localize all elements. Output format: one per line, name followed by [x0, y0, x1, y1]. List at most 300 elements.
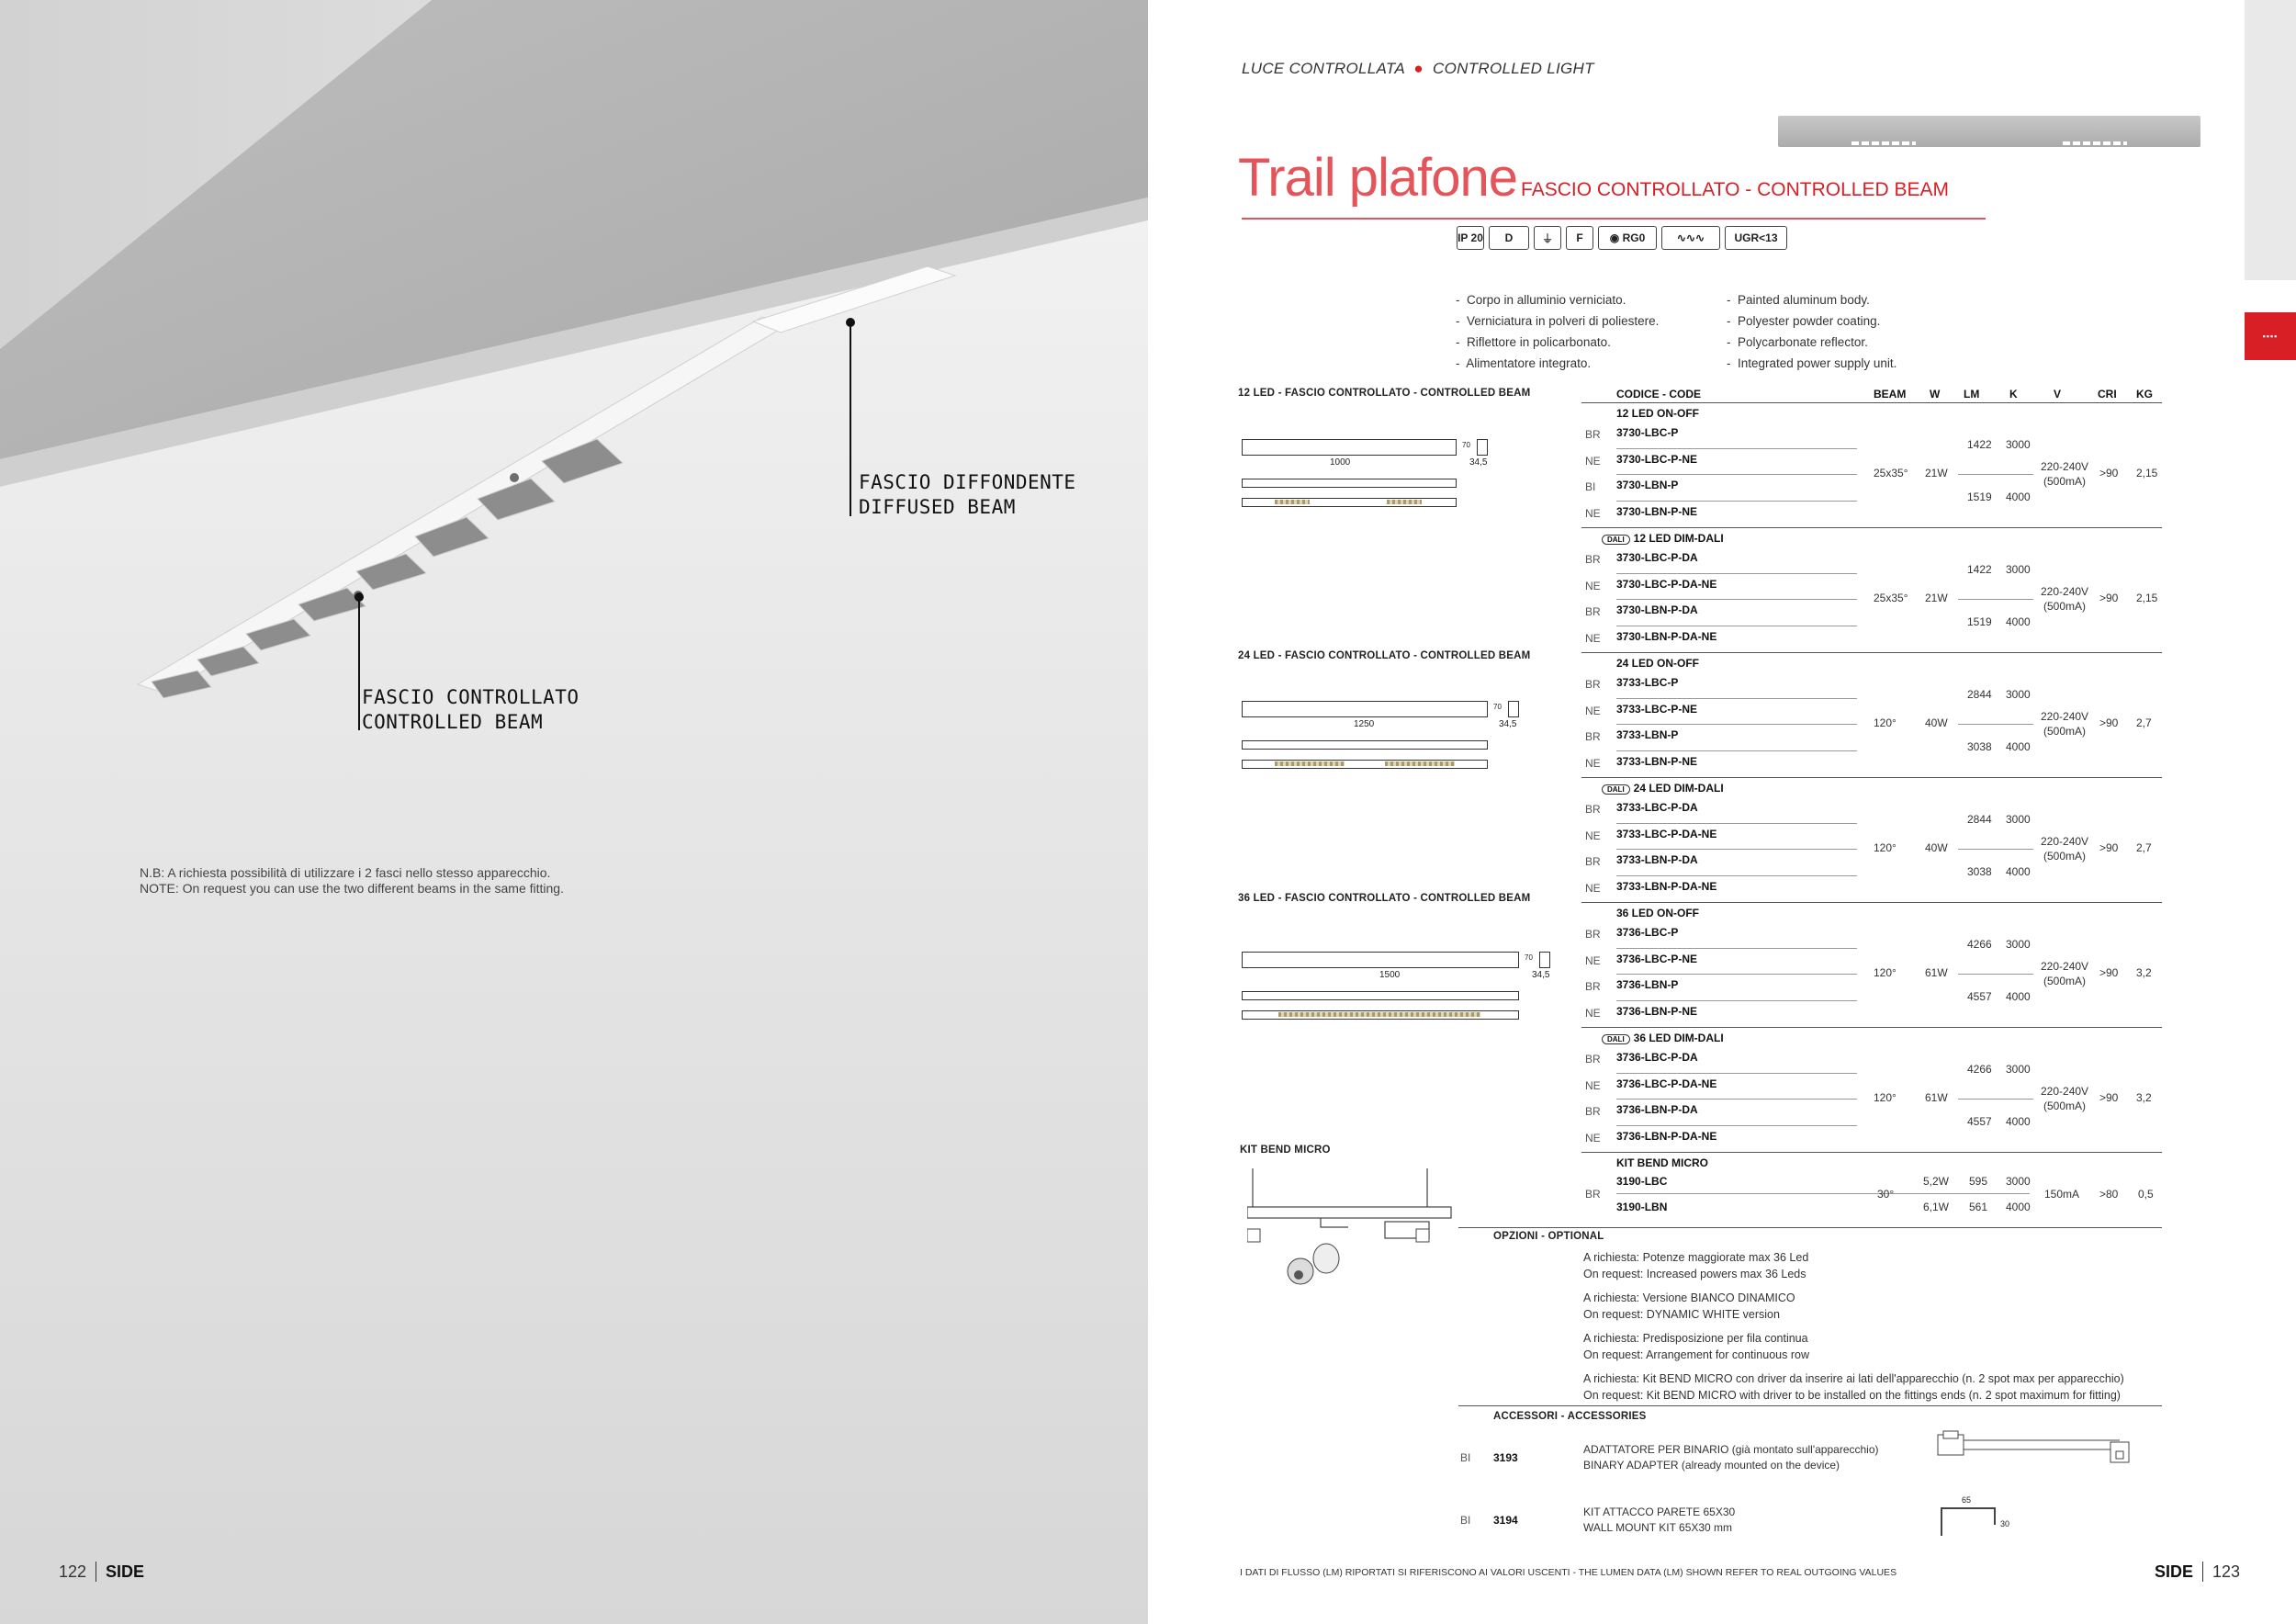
dim-width: 34,5 [1532, 970, 1550, 980]
row-rule [1616, 599, 1857, 600]
kit-code: 3190-LBN [1616, 1201, 1668, 1213]
accessory-desc-it: ADATTATORE PER BINARIO (già montato sull'apparecchio) [1583, 1443, 1879, 1456]
row-finish: NE [1585, 829, 1601, 842]
row-finish: NE [1585, 1131, 1601, 1145]
kit-current: 150mA [2044, 1188, 2080, 1201]
th-w: W [1930, 388, 1941, 400]
dim-height: 70 [1462, 441, 1470, 449]
accessory-code: 3193 [1493, 1451, 1518, 1464]
row-finish: NE [1585, 579, 1601, 592]
dali-icon: DALI [1602, 784, 1630, 795]
row-code: 3736-LBN-P-NE [1616, 1004, 1698, 1018]
row-code: 3730-LBN-P [1616, 479, 1679, 491]
cell-watt: 40W [1925, 716, 1948, 729]
dim-width: 34,5 [1499, 719, 1517, 729]
group-title-text: 12 LED DIM-DALI [1633, 532, 1724, 545]
optional-en: On request: DYNAMIC WHITE version [1583, 1308, 1780, 1321]
cell-kg: 3,2 [2136, 1091, 2152, 1104]
kit-rule [1616, 1193, 2030, 1194]
ip20-icon: IP 20 [1457, 226, 1484, 250]
callout-diffused-it: FASCIO DIFFONDENTE [859, 471, 1076, 493]
cell-lm: 4266 [1967, 1063, 1992, 1077]
row-finish: NE [1585, 1006, 1601, 1020]
group-title-text: 36 LED ON-OFF [1616, 907, 1700, 919]
table-header [1581, 384, 2160, 402]
features-italian [1456, 289, 1659, 374]
row-code: 3733-LBN-P [1616, 728, 1679, 741]
th-beam: BEAM [1874, 388, 1907, 400]
title-underline [1242, 218, 1986, 220]
cell-lm: 4266 [1967, 938, 1992, 952]
group-title [1616, 407, 1699, 420]
callout-line-diffused [850, 321, 851, 516]
row-code: 3733-LBC-P-DA [1616, 801, 1698, 814]
cell-kg: 2,15 [2136, 592, 2158, 604]
callout-controlled-en: CONTROLLED BEAM [362, 711, 544, 733]
lm-k-rule [1958, 474, 2033, 475]
row-code: 3730-LBC-P [1616, 426, 1679, 439]
table-group [1581, 778, 2160, 903]
group-title-text: 24 LED DIM-DALI [1633, 782, 1724, 795]
cell-watt: 40W [1925, 841, 1948, 854]
lm-k-rule [1958, 974, 2033, 975]
th-kg: KG [2136, 388, 2153, 400]
voltage-line: 220-240V [2041, 460, 2089, 473]
dim-length: 1500 [1379, 970, 1401, 980]
section-kicker [1242, 60, 1594, 78]
row-rule [1616, 948, 1857, 949]
cell-kg: 2,7 [2136, 716, 2152, 729]
row-code: 3736-LBN-P-DA [1616, 1103, 1698, 1116]
callout-diffused-en: DIFFUSED BEAM [859, 496, 1016, 518]
optional-item [1583, 1370, 2124, 1404]
th-v: V [2054, 388, 2062, 400]
row-rule [1616, 823, 1857, 824]
cell-beam: 25x35° [1874, 592, 1908, 604]
table-group-kit [1581, 1153, 2160, 1224]
row-rule [1616, 1073, 1857, 1074]
callout-dot-diffused [846, 318, 855, 327]
row-code: 3736-LBC-P [1616, 926, 1679, 939]
cell-kelvin: 4000 [2006, 740, 2031, 754]
row-finish: NE [1585, 1078, 1601, 1092]
accessory-desc-en: BINARY ADAPTER (already mounted on the device) [1583, 1459, 1840, 1472]
cell-lm: 1519 [1967, 491, 1992, 504]
row-finish: NE [1585, 454, 1601, 468]
page-title: Trail plafone [1238, 148, 1518, 208]
cell-cri: >90 [2099, 467, 2119, 479]
drawing-top [1242, 740, 1488, 750]
page-number-right: 123 [2212, 1562, 2241, 1581]
binary-adapter-drawing [1936, 1429, 2138, 1470]
cell-lm: 3038 [1967, 865, 1992, 879]
cell-beam: 120° [1874, 841, 1896, 854]
voltage-line: (500mA) [2043, 475, 2087, 488]
cell-watt: 21W [1925, 592, 1948, 604]
cell-kelvin: 4000 [2006, 865, 2031, 879]
row-finish: BR [1585, 605, 1601, 618]
kicker-dot: ● [1409, 60, 1429, 77]
row-code: 3736-LBC-P-NE [1616, 952, 1698, 965]
optional-rule [1458, 1227, 2162, 1228]
row-rule [1616, 573, 1857, 574]
accessory-desc [1583, 1442, 1879, 1473]
group-title [1616, 657, 1699, 670]
accessory-row [1458, 1442, 2175, 1488]
right-footer [2155, 1562, 2240, 1582]
kit-finish: BR [1585, 1188, 1601, 1201]
callout-line-controlled [358, 597, 360, 730]
cell-lm: 4557 [1967, 1115, 1992, 1129]
accessories-title: ACCESSORI - ACCESSORIES [1493, 1411, 1647, 1422]
cell-kelvin: 3000 [2006, 688, 2031, 702]
led-strip [1387, 500, 1422, 504]
cell-lm: 3038 [1967, 740, 1992, 754]
wall-kit-dim-height: 30 [2000, 1519, 2010, 1528]
ugr-icon: UGR<13 [1725, 226, 1787, 250]
drawing-section [1477, 439, 1488, 456]
cell-lm: 2844 [1967, 813, 1992, 827]
beam-note [140, 865, 564, 897]
cell-cri: >90 [2099, 841, 2119, 854]
group-title-text: 24 LED ON-OFF [1616, 657, 1700, 670]
cell-cri: >90 [2099, 1091, 2119, 1104]
lm-k-rule [1958, 599, 2033, 600]
voltage-line: 220-240V [2041, 1085, 2089, 1098]
title-block [1238, 147, 1949, 209]
group-title [1607, 782, 1724, 795]
accessory-finish: BI [1460, 1514, 1471, 1527]
row-finish: NE [1585, 631, 1601, 645]
optional-it: A richiesta: Versione BIANCO DINAMICO [1583, 1291, 1795, 1304]
row-rule [1616, 724, 1857, 725]
voltage-line: 220-240V [2041, 585, 2089, 598]
cell-beam: 120° [1874, 716, 1896, 729]
th-lm: LM [1964, 388, 1980, 400]
drawing-body [1242, 439, 1457, 456]
wall-mount-kit-drawing [1936, 1503, 2009, 1536]
row-rule [1616, 448, 1857, 449]
row-finish: BR [1585, 928, 1601, 941]
led-strip [1275, 761, 1345, 766]
group-title [1616, 907, 1699, 919]
feature-it: - Alimentatore integrato. [1456, 353, 1659, 374]
kit-spotlight-drawing [1247, 1168, 1458, 1297]
feature-en: - Painted aluminum body. [1727, 289, 1896, 310]
row-rule [1616, 974, 1857, 975]
cell-voltage [2041, 959, 2088, 988]
feature-it: - Riflettore in policarbonato. [1456, 332, 1659, 353]
kit-code: 3190-LBC [1616, 1175, 1668, 1188]
row-rule [1616, 750, 1857, 751]
spec-table [1581, 384, 2160, 1224]
accessory-desc-en: WALL MOUNT KIT 65X30 mm [1583, 1521, 1733, 1534]
row-code: 3730-LBN-P-DA-NE [1616, 629, 1717, 643]
cell-voltage [2041, 584, 2088, 614]
accessories-rule [1458, 1405, 2162, 1406]
cell-voltage [2041, 1084, 2088, 1113]
cell-voltage [2041, 834, 2088, 863]
drawing-section [1508, 701, 1519, 717]
cell-cri: >90 [2099, 716, 2119, 729]
accessory-desc-it: KIT ATTACCO PARETE 65X30 [1583, 1506, 1736, 1518]
cell-kelvin: 4000 [2006, 615, 2031, 629]
note-italian: N.B: A richiesta possibilità di utilizzare i 2 fasci nello stesso apparecchio. [140, 865, 551, 880]
brand-right: SIDE [2155, 1562, 2194, 1581]
lm-k-rule [1958, 724, 2033, 725]
wall-kit-dim-width: 65 [1962, 1495, 1972, 1505]
callout-diffused-beam [859, 470, 1076, 520]
table-group [1581, 903, 2160, 1028]
voltage-line: 220-240V [2041, 710, 2089, 723]
feature-en: - Polycarbonate reflector. [1727, 332, 1896, 353]
drawing-label-24led: 24 LED - FASCIO CONTROLLATO - CONTROLLED BEAM [1238, 650, 1531, 661]
rg0-eye-icon: ◉ RG0 [1598, 226, 1657, 250]
row-code: 3730-LBN-P-NE [1616, 504, 1698, 518]
row-finish: NE [1585, 756, 1601, 770]
page-subtitle: FASCIO CONTROLLATO - CONTROLLED BEAM [1521, 179, 1949, 200]
dim-length: 1000 [1330, 457, 1351, 468]
led-strip [1385, 761, 1455, 766]
row-code: 3730-LBN-P-DA [1616, 603, 1698, 616]
feature-it: - Verniciatura in polveri di poliestere. [1456, 310, 1659, 332]
table-group [1581, 403, 2160, 528]
row-rule [1616, 1125, 1857, 1126]
cell-beam: 25x35° [1874, 467, 1908, 479]
kicker-it: LUCE CONTROLLATA [1242, 60, 1405, 77]
cell-lm: 1519 [1967, 615, 1992, 629]
optional-item [1583, 1249, 2124, 1282]
ground-icon: ⏚ [1534, 226, 1561, 250]
lumen-footnote: I DATI DI FLUSSO (LM) RIPORTATI SI RIFERISCONO AI VALORI USCENTI - THE LUMEN DATA (LM) SHOWN REFER TO REAL OUTGOING VALUES [1240, 1567, 1897, 1578]
cell-kelvin: 4000 [2006, 491, 2031, 504]
optional-item [1583, 1290, 2124, 1323]
cell-voltage [2041, 459, 2088, 489]
optional-list [1583, 1249, 2124, 1404]
callout-controlled-beam [362, 685, 580, 735]
kit-watt: 6,1W [1923, 1201, 1950, 1213]
kicker-en: CONTROLLED LIGHT [1433, 60, 1594, 77]
certification-badges [1457, 226, 1787, 250]
cell-kg: 3,2 [2136, 966, 2152, 979]
voltage-line: (500mA) [2043, 975, 2087, 987]
table-groups [1581, 403, 2160, 1224]
cell-voltage [2041, 709, 2088, 739]
drawing-body [1242, 701, 1488, 717]
kit-watt: 5,2W [1923, 1175, 1950, 1188]
optional-it: A richiesta: Potenze maggiorate max 36 Led [1583, 1251, 1809, 1264]
row-code: 3733-LBN-P-NE [1616, 754, 1698, 768]
cell-kg: 2,15 [2136, 467, 2158, 479]
accessory-row [1458, 1495, 2175, 1551]
cell-lm: 2844 [1967, 688, 1992, 702]
cell-cri: >90 [2099, 592, 2119, 604]
cell-lm: 4557 [1967, 990, 1992, 1004]
product-image [1778, 116, 2200, 147]
side-tab-mark: ▪▪▪▪ [2262, 332, 2279, 341]
dali-icon: DALI [1602, 1034, 1630, 1044]
table-group [1581, 528, 2160, 653]
cell-watt: 61W [1925, 1091, 1948, 1104]
cell-watt: 61W [1925, 966, 1948, 979]
group-title [1607, 1032, 1724, 1044]
row-code: 3733-LBC-P [1616, 676, 1679, 689]
row-finish: BR [1585, 1105, 1601, 1118]
row-finish: BR [1585, 803, 1601, 816]
row-finish: BR [1585, 428, 1601, 441]
row-code: 3733-LBC-P-NE [1616, 702, 1698, 716]
callout-dot-controlled [355, 592, 364, 602]
row-code: 3730-LBC-P-NE [1616, 452, 1698, 466]
voltage-line: (500mA) [2043, 1100, 2087, 1112]
feature-en: - Integrated power supply unit. [1727, 353, 1896, 374]
footer-divider [2202, 1562, 2203, 1582]
led-dots-b [2063, 141, 2127, 145]
group-title-text: 36 LED DIM-DALI [1633, 1032, 1724, 1044]
row-rule [1616, 474, 1857, 475]
cell-cri: >90 [2099, 966, 2119, 979]
row-code: 3733-LBN-P-DA [1616, 853, 1698, 866]
row-rule [1616, 501, 1857, 502]
cell-kelvin: 3000 [2006, 938, 2031, 952]
cell-kg: 2,7 [2136, 841, 2152, 854]
optional-item [1583, 1330, 2124, 1363]
optional-en: On request: Increased powers max 36 Leds [1583, 1268, 1806, 1280]
cell-kelvin: 3000 [2006, 813, 2031, 827]
th-code: CODICE - CODE [1616, 388, 1702, 400]
th-cri: CRI [2098, 388, 2117, 400]
d-mark-icon: D [1489, 226, 1529, 250]
optional-it: A richiesta: Predisposizione per fila continua [1583, 1332, 1808, 1345]
voltage-line: 220-240V [2041, 960, 2089, 973]
kit-kelvin: 3000 [2006, 1175, 2031, 1188]
drawing-label-36led: 36 LED - FASCIO CONTROLLATO - CONTROLLED BEAM [1238, 893, 1531, 904]
driver-icon: ∿∿∿ [1661, 226, 1720, 250]
row-code: 3730-LBC-P-DA-NE [1616, 577, 1717, 591]
voltage-line: (500mA) [2043, 725, 2087, 738]
side-tab-red [2245, 312, 2296, 360]
cell-beam: 120° [1874, 1091, 1896, 1104]
lm-k-rule [1958, 849, 2033, 850]
row-finish: BR [1585, 980, 1601, 993]
drawing-top [1242, 479, 1457, 488]
side-tab-gray [2245, 0, 2296, 280]
row-finish: BR [1585, 1053, 1601, 1066]
lm-k-rule [1958, 1099, 2033, 1100]
row-code: 3736-LBN-P-DA-NE [1616, 1129, 1717, 1143]
cell-lm: 1422 [1967, 438, 1992, 452]
cell-kelvin: 3000 [2006, 1063, 2031, 1077]
dim-height: 70 [1525, 953, 1533, 962]
cell-kelvin: 4000 [2006, 990, 2031, 1004]
led-dots-a [1851, 141, 1916, 145]
left-footer [59, 1562, 144, 1582]
optional-it: A richiesta: Kit BEND MICRO con driver da inserire ai lati dell'apparecchio (n. 2 spot max per apparecchio) [1583, 1372, 2124, 1385]
accessory-desc [1583, 1505, 1735, 1536]
cell-watt: 21W [1925, 467, 1948, 479]
drawing-section [1539, 952, 1550, 968]
led-strip [1278, 1012, 1480, 1017]
rg0-label: RG0 [1622, 231, 1646, 244]
features-english [1727, 289, 1896, 374]
drawing-label-kit: KIT BEND MICRO [1240, 1145, 1331, 1156]
cell-lm: 1422 [1967, 563, 1992, 577]
row-code: 3733-LBN-P-DA-NE [1616, 879, 1717, 893]
drawing-label-12led: 12 LED - FASCIO CONTROLLATO - CONTROLLED BEAM [1238, 388, 1531, 399]
voltage-line: 220-240V [2041, 835, 2089, 848]
dim-height: 70 [1493, 703, 1502, 711]
voltage-line: (500mA) [2043, 600, 2087, 613]
note-english: NOTE: On request you can use the two different beams in the same fitting. [140, 881, 564, 896]
row-rule [1616, 849, 1857, 850]
kit-title: KIT BEND MICRO [1616, 1156, 1708, 1169]
brand-left: SIDE [106, 1562, 145, 1581]
cell-kelvin: 3000 [2006, 563, 2031, 577]
row-finish: BR [1585, 855, 1601, 868]
row-code: 3736-LBC-P-DA [1616, 1051, 1698, 1064]
kit-beam: 30° [1877, 1188, 1895, 1201]
row-finish: NE [1585, 704, 1601, 717]
group-title [1607, 532, 1724, 545]
group-title-text: 12 LED ON-OFF [1616, 407, 1700, 420]
table-group [1581, 1028, 2160, 1153]
dim-width: 34,5 [1469, 457, 1488, 468]
row-finish: BI [1585, 480, 1596, 493]
accessory-finish: BI [1460, 1451, 1471, 1464]
drawing-top [1242, 991, 1519, 1000]
row-code: 3736-LBN-P [1616, 978, 1679, 991]
row-finish: NE [1585, 881, 1601, 895]
feature-en: - Polyester powder coating. [1727, 310, 1896, 332]
optional-title: OPZIONI - OPTIONAL [1493, 1231, 1604, 1242]
row-code: 3736-LBC-P-DA-NE [1616, 1077, 1717, 1090]
feature-it: - Corpo in alluminio verniciato. [1456, 289, 1659, 310]
drawing-kit [1247, 1168, 1458, 1302]
page-number-left: 122 [59, 1562, 87, 1581]
kit-kg: 0,5 [2138, 1188, 2154, 1201]
cell-kelvin: 3000 [2006, 438, 2031, 452]
dali-icon: DALI [1602, 535, 1630, 545]
kit-lm: 595 [1969, 1175, 1988, 1188]
row-rule [1616, 1099, 1857, 1100]
f-mark-icon: F [1566, 226, 1593, 250]
row-finish: BR [1585, 553, 1601, 566]
table-group [1581, 653, 2160, 778]
row-finish: NE [1585, 506, 1601, 520]
row-code: 3730-LBC-P-DA [1616, 551, 1698, 564]
row-rule [1616, 698, 1857, 699]
row-rule [1616, 875, 1857, 876]
optional-en: On request: Arrangement for continuous row [1583, 1348, 1809, 1361]
led-strip [1275, 500, 1310, 504]
row-finish: BR [1585, 730, 1601, 743]
row-code: 3733-LBC-P-DA-NE [1616, 827, 1717, 840]
optional-en: On request: Kit BEND MICRO with driver to be installed on the fittings ends (n. 2 spot maximum for fitting) [1583, 1389, 2121, 1402]
cell-beam: 120° [1874, 966, 1896, 979]
callout-controlled-it: FASCIO CONTROLLATO [362, 686, 580, 708]
row-finish: NE [1585, 953, 1601, 967]
th-k: K [2009, 388, 2018, 400]
kit-lm: 561 [1969, 1201, 1988, 1213]
kit-kelvin: 4000 [2006, 1201, 2031, 1213]
row-rule [1616, 1000, 1857, 1001]
drawing-body [1242, 952, 1519, 968]
kit-cri: >80 [2099, 1188, 2119, 1201]
cell-kelvin: 4000 [2006, 1115, 2031, 1129]
dim-length: 1250 [1354, 719, 1375, 729]
voltage-line: (500mA) [2043, 850, 2087, 863]
row-finish: BR [1585, 678, 1601, 691]
